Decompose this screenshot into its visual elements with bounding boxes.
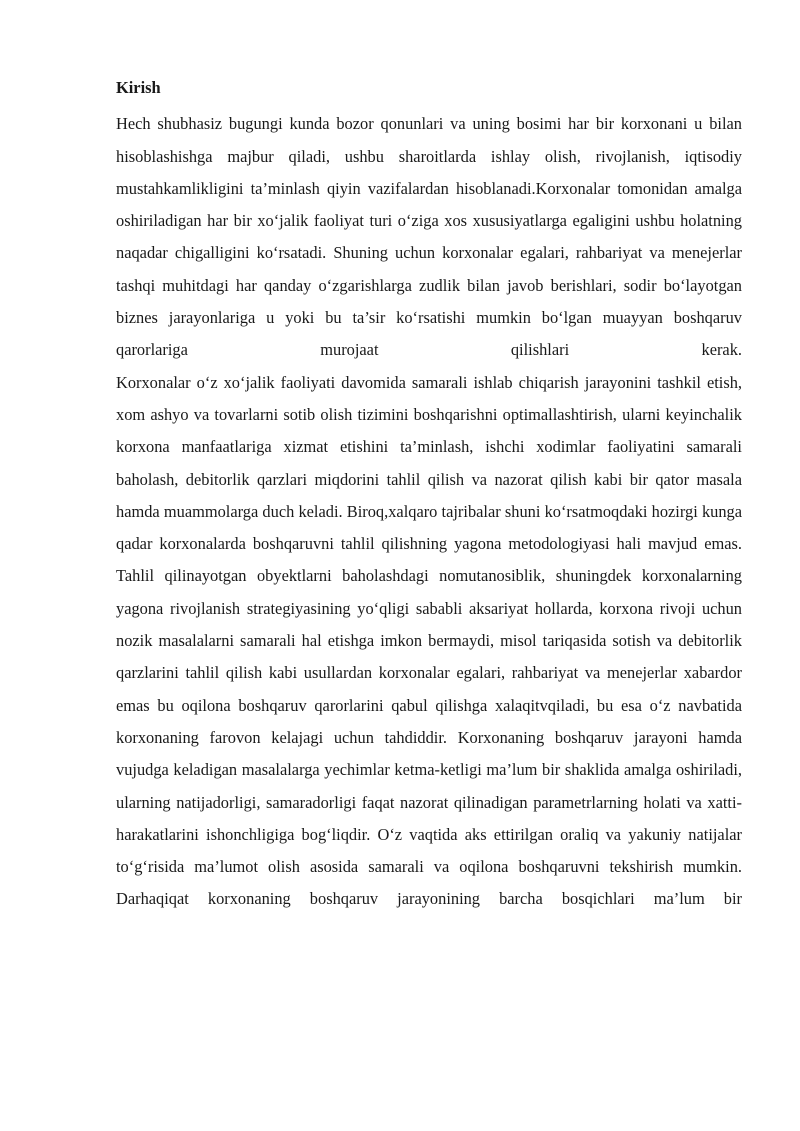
paragraph-3: Darhaqiqat korxonaning boshqaruv jarayonining barcha bosqichlari ma’lum bir <box>116 889 742 909</box>
section-heading: Kirish <box>116 78 161 97</box>
paragraph-1: Hech shubhasiz bugungi kunda bozor qonunlari va uning bosimi har bir korxonani u bilan hisoblashishga majbur qiladi, ushbu sharoitlarda ishlay olish, rivojlanish, iqtisodiy mustahkamlikligini ta’minlash qiyin vazifalardan hisoblanadi.Korxonalar tomonidan amalga oshiriladigan har bir xo‘jalik faoliyat turi o‘ziga xos xususiyatlarga egaligini ushbu holatning naqadar chigalligini ko‘rsatadi. Shuning uchun korxonalar egalari, rahbariyat va menejerlar tashqi muhitdagi har qanday o‘zgarishlarga zudlik bilan javob berishlari, sodir bo‘layotgan biznes jarayonlariga u yoki bu ta’sir ko‘rsatishi mumkin bo‘lgan muayyan boshqaruv qarorlariga murojaat qilishlari kerak. <box>116 114 742 360</box>
paragraph-2: Korxonalar o‘z xo‘jalik faoliyati davomida samarali ishlab chiqarish jarayonini tashkil etish, xom ashyo va tovarlarni sotib olish tizimini boshqarishni optimallashtirish, ularni keyinchalik korxona manfaatlariga xizmat etishini ta’minlash, ishchi xodimlar faoliyatini samarali baholash, debitorlik qarzlari miqdorini tahlil qilish va nazorat qilish kabi bir qator masala hamda muammolarga duch keladi. Biroq,xalqaro tajribalar shuni ko‘rsatmoqdaki hozirgi kunga qadar korxonalarda boshqaruvni tahlil qilishning yagona metodologiyasi hali mavjud emas. Tahlil qilinayotgan obyektlarni baholashdagi nomutanosiblik, shuningdek korxonalarning yagona rivojlanish strategiyasining yo‘qligi sababli aksariyat hollarda, korxona rivoji uchun nozik masalalarni samarali hal etishga imkon bermaydi, misol tariqasida sotish va debitorlik qarzlarini tahlil qilish kabi usullardan korxonalar egalari, rahbariyat va menejerlar xabardor emas bu oqilona boshqaruv qarorlarini qabul qilishga xalaqitvqiladi, bu esa o‘z navbatida korxonaning farovon kelajagi uchun tahdiddir. Korxonaning boshqaruv jarayoni hamda vujudga keladigan masalalarga yechimlar ketma-ketligi ma’lum bir shaklida amalga oshiriladi, ularning natijadorligi, samaradorligi faqat nazorat qilinadigan parametrlarning holati va xatti-harakatlarini ishonchligiga bog‘liqdir. O‘z vaqtida aks ettirilgan oraliq va yakuniy natijalar to‘g‘risida ma’lumot olish asosida samarali va oqilona boshqaruvni tekshirish mumkin. <box>116 372 742 877</box>
document-page <box>116 72 742 916</box>
